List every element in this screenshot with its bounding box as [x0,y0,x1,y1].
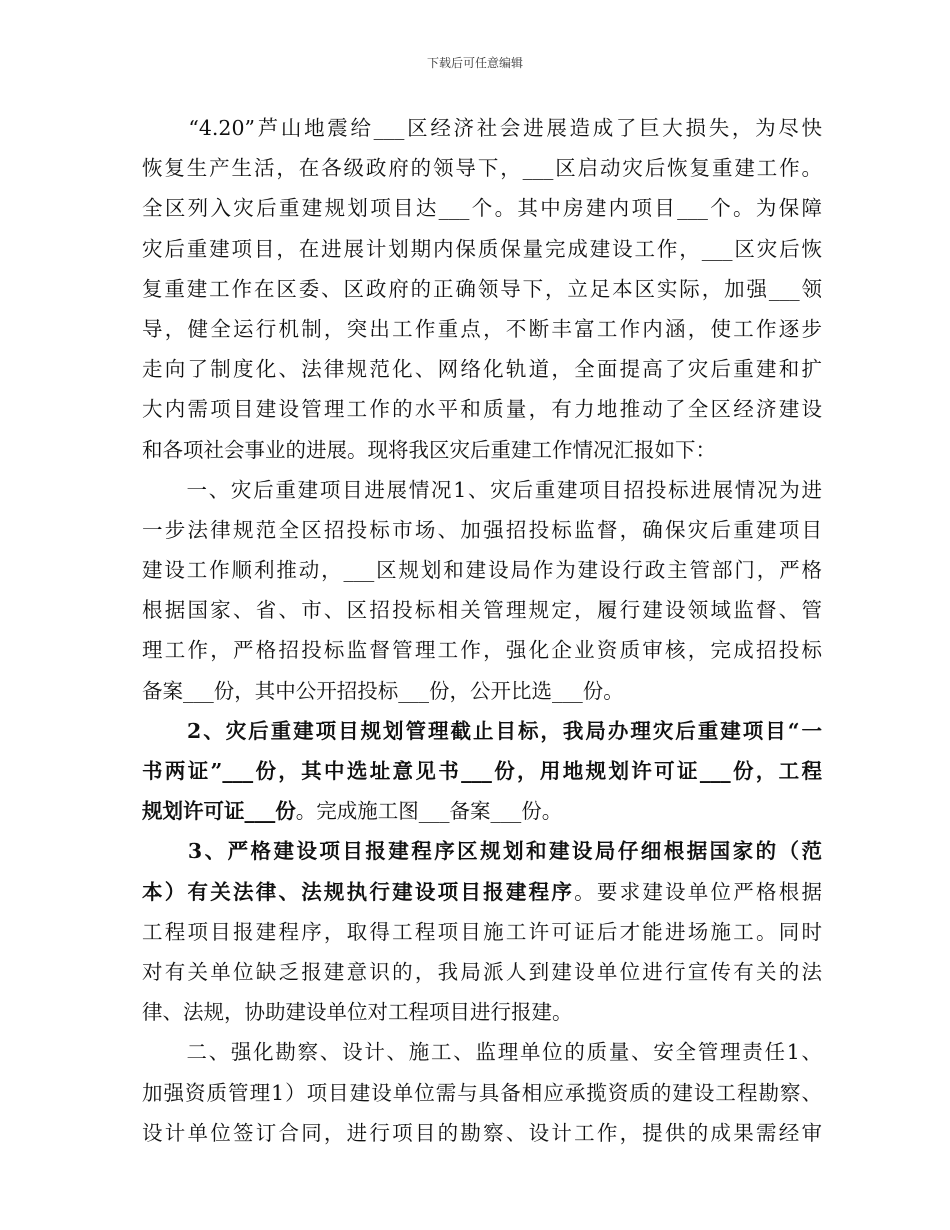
text-line: 备案___份，其中公开招投标___份，公开比选___份。 [142,678,624,703]
text-line: 走向了制度化、法律规范化、网络化轨道，全面提高了灾后重建和扩 [142,357,822,382]
text-line: 灾后重建项目，在进展计划期内保质保量完成建设工作，___区灾后恢 [142,236,822,261]
text-line: 建设工作顺利推动，___区规划和建设局作为建设行政主管部门，严格 [142,558,822,583]
text-line-bold: 书两证”___份，其中选址意见书___份，用地规划许可证___份，工程 [142,759,822,783]
text-line-mixed [142,872,822,912]
text-line-bold: 3、严格建设项目报建程序区规划和建设局仔细根据国家的（范 [142,839,822,864]
text-line: 理工作，严格招投标监督管理工作，强化企业资质审核，完成招投标 [142,638,822,663]
text-line: 加强资质管理1）项目建设单位需与具备相应承揽资质的建设工程勘察、 [142,1080,822,1105]
text-line: 导，健全运行机制，突出工作重点，不断丰富工作内涵，使工作逐步 [142,316,822,341]
text-line: 二、强化勘察、设计、施工、监理单位的质量、安全管理责任1、 [142,1040,822,1065]
text-line-bold: 2、灾后重建项目规划管理截止目标，我局办理灾后重建项目“一 [142,718,822,743]
header-note: 下载后可任意编辑 [426,56,523,70]
text-line: 恢复生产生活，在各级政府的领导下，___区启动灾后恢复重建工作。 [142,156,822,181]
text-line: 一步法律规范全区招投标市场、加强招投标监督，确保灾后重建项目 [142,517,822,542]
bold-run: 规划许可证___份 [142,799,296,824]
normal-run: 。完成施工图___备案___份。 [295,799,563,824]
paragraph-item-2 [142,711,822,832]
paragraph-intro [142,108,822,470]
text-line: 和各项社会事业的进展。现将我区灾后重建工作情况汇报如下： [142,437,716,462]
bold-run: 本）有关法律、法规执行建设项目报建程序 [142,879,575,904]
text-line: 复重建工作在区委、区政府的正确领导下，立足本区实际，加强___领 [142,276,822,301]
text-line: 大内需项目建设管理工作的水平和质量，有力地推动了全区经济建设 [142,397,822,422]
text-line: 设计单位签订合同，进行项目的勘察、设计工作，提供的成果需经审 [142,1120,822,1145]
text-line: 一、灾后重建项目进展情况1、灾后重建项目招投标进展情况为进 [142,477,822,502]
text-line: “4.20”芦山地震给___区经济社会进展造成了巨大损失，为尽快 [142,116,822,140]
paragraph-item-3 [142,831,822,1032]
text-line-mixed [142,791,822,831]
text-line: 工程项目报建程序，取得工程项目施工许可证后才能进场施工。同时 [142,919,822,944]
paragraph-section-1 [142,470,822,711]
text-line: 根据国家、省、市、区招投标相关管理规定，履行建设领域监督、管 [142,598,822,623]
normal-run: 。要求建设单位严格根据 [574,879,823,904]
document-body [142,108,822,1153]
text-line: 全区列入灾后重建规划项目达___个。其中房建内项目___个。为保障 [142,196,822,221]
paragraph-section-2 [142,1032,822,1153]
text-line: 对有关单位缺乏报建意识的，我局派人到建设单位进行宣传有关的法 [142,959,822,984]
text-line: 律、法规，协助建设单位对工程项目进行报建。 [142,1000,573,1025]
